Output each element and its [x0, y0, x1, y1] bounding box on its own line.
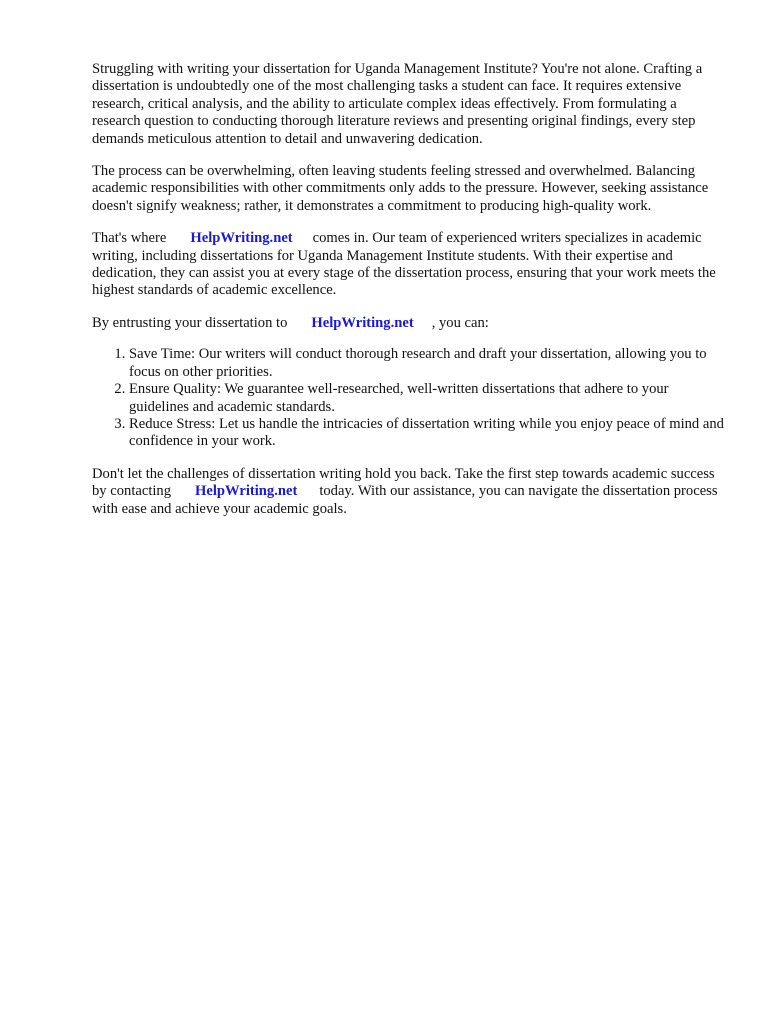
list-item: 3. Reduce Stress: Let us handle the intricacies of dissertation writing while you enjoy peace of mind and confidence in your work.: [129, 416, 724, 451]
thats-where-rest: comes in. Our team of experienced writers specializes in academic writing, including dissertations for Uganda Management Institute students. With their expertise and dedication, they can assist you at every stage of the dissertation process, ensuring that your work meets the highest standards of academic excellence.: [92, 230, 716, 299]
entrusting-paragraph: [92, 315, 724, 332]
entrusting-lead: By entrusting your dissertation to: [92, 314, 288, 331]
helpwriting-link-2[interactable]: HelpWriting.net: [311, 314, 414, 331]
list-item: 2. Ensure Quality: We guarantee well-researched, well-written dissertations that adhere to your guidelines and academic standards.: [129, 381, 724, 416]
list-item: 1. Save Time: Our writers will conduct thorough research and draft your dissertation, allowing you to focus on other priorities.: [129, 346, 724, 381]
thats-where-lead: That's where: [92, 230, 167, 247]
benefits-list: [92, 346, 724, 450]
thats-where-paragraph: [92, 230, 724, 300]
intro-paragraph: Struggling with writing your dissertation for Uganda Management Institute? You're not alone. Crafting a dissertation is undoubtedly one of the most challenging tasks a student can face. It requires extensive research, critical analysis, and the ability to articulate complex ideas effectively. From formulating a research question to conducting thorough literature reviews and presenting original findings, every step demands meticulous attention to detail and unwavering dedication.: [92, 61, 703, 147]
process-paragraph: The process can be overwhelming, often leaving students feeling stressed and overwhelmed. Balancing academic responsibilities with other commitments only adds to the pressure. However, seeking assistance doesn't signify weakness; rather, it demonstrates a commitment to producing high-quality work.: [92, 163, 709, 214]
closing-rest: today. With our assistance, you can navigate the dissertation process with ease and achieve your academic goals.: [92, 483, 718, 517]
helpwriting-link-3[interactable]: HelpWriting.net: [195, 483, 298, 500]
document-page: [92, 61, 724, 533]
helpwriting-link-1[interactable]: HelpWriting.net: [190, 230, 293, 247]
closing-lead: Don't let the challenges of dissertation writing hold you back. Take the first step towards academic success by contacting: [92, 465, 715, 500]
closing-paragraph: [92, 466, 724, 518]
entrusting-rest: , you can:: [431, 314, 489, 331]
